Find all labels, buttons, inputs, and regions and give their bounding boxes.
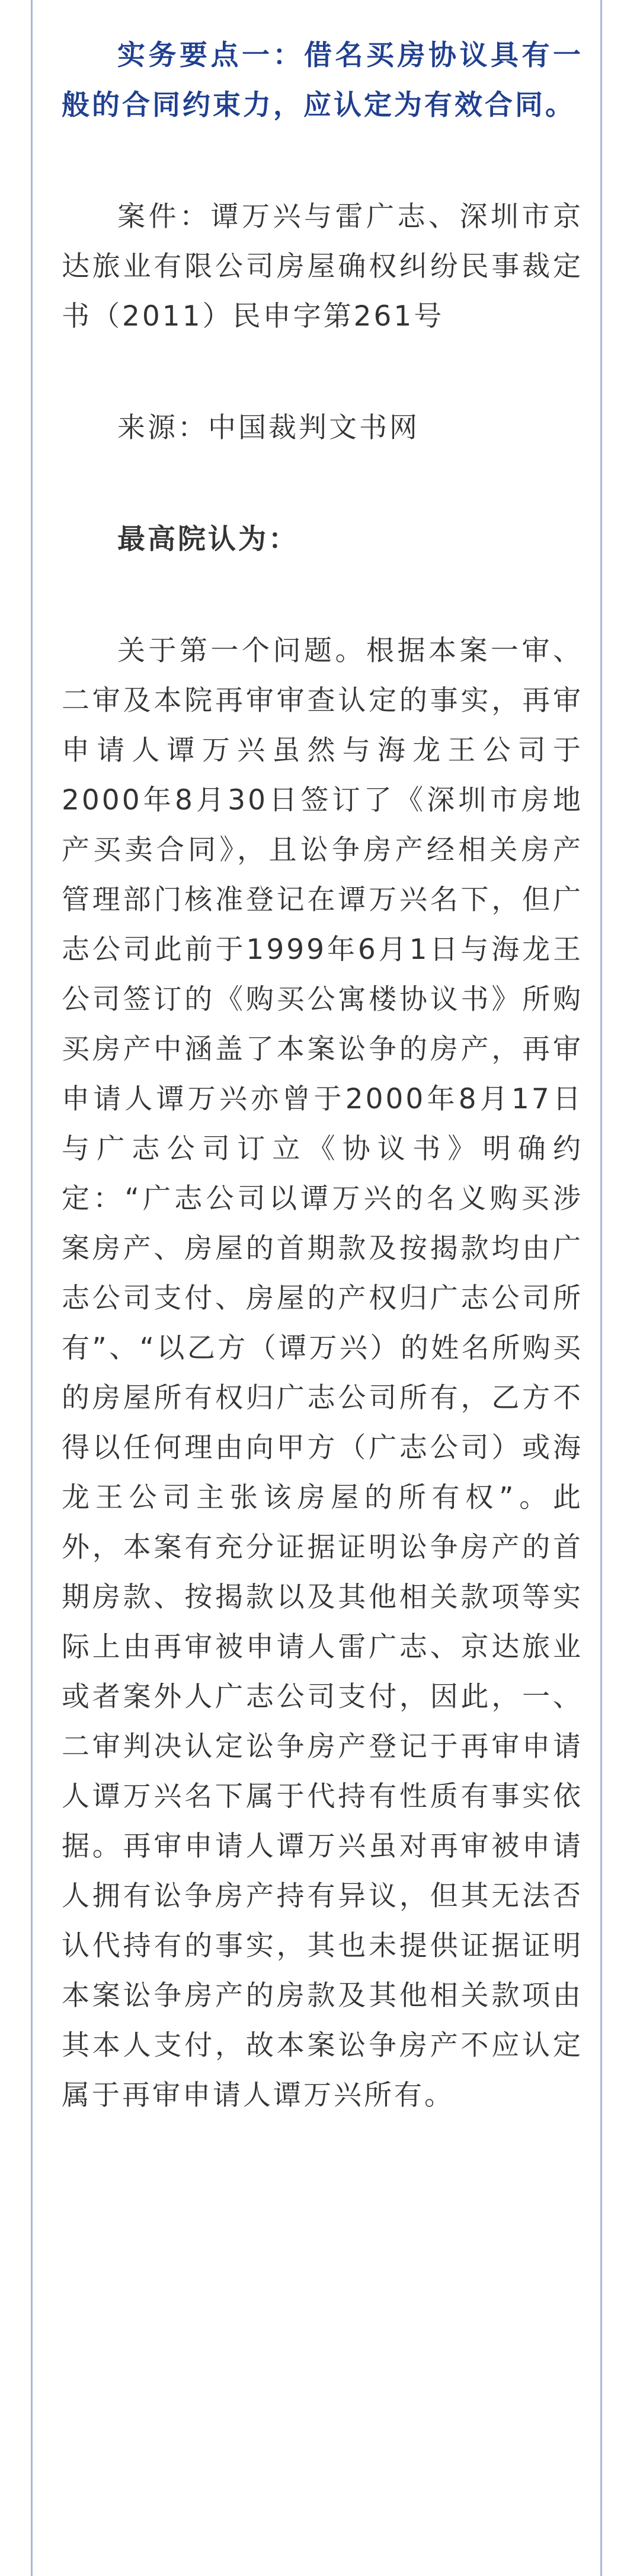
spacer (62, 453, 583, 515)
court-opinion-body: 关于第一个问题。根据本案一审、二审及本院再审审查认定的事实，再审申请人谭万兴虽然与海龙王公司于2000年8月30日签订了《深圳市房地产买卖合同》，且讼争房产经相关房产管理部门核准登记在谭万兴名下，但广志公司此前于1999年6月1日与海龙王公司签订的《购买公寓楼协议书》所购买房产中涵盖了本案讼争的房产，再审申请人谭万兴亦曾于2000年8月17日与广志公司订立《协议书》明确约定：“广志公司以谭万兴的名义购买涉案房产、房屋的首期款及按揭款均由广志公司支付、房屋的产权归广志公司所有”、“以乙方（谭万兴）的姓名所购买的房屋所有权归广志公司所有，乙方不得以任何理由向甲方（广志公司）或海龙王公司主张该房屋的所有权”。此外，本案有充分证据证明讼争房产的首期房款、按揭款以及其他相关款项等实际上由再审被申请人雷广志、京达旅业或者案外人广志公司支付，因此，一、二审判决认定讼争房产登记于再审申请人谭万兴名下属于代持有性质有事实依据。再审申请人谭万兴虽对再审被申请人拥有讼争房产持有异议，但其无法否认代持有的事实，其也未提供证据证明本案讼争房产的房款及其他相关款项由其本人支付，故本案讼争房产不应认定属于再审申请人谭万兴所有。 (62, 635, 583, 2112)
article-content (62, 31, 583, 2121)
court-opinion-label-text: 最高院认为： (117, 523, 299, 556)
spacer (62, 130, 583, 192)
spacer (62, 565, 583, 626)
court-opinion-label (62, 515, 583, 565)
spacer (62, 342, 583, 403)
section-heading: 实务要点一：借名买房协议具有一般的合同约束力，应认定为有效合同。 (62, 39, 583, 122)
source-line: 来源：中国裁判文书网 (117, 412, 420, 444)
case-citation: 案件：谭万兴与雷广志、深圳市京达旅业有限公司房屋确权纠纷民事裁定书（2011）民申字第261号 (62, 200, 583, 333)
